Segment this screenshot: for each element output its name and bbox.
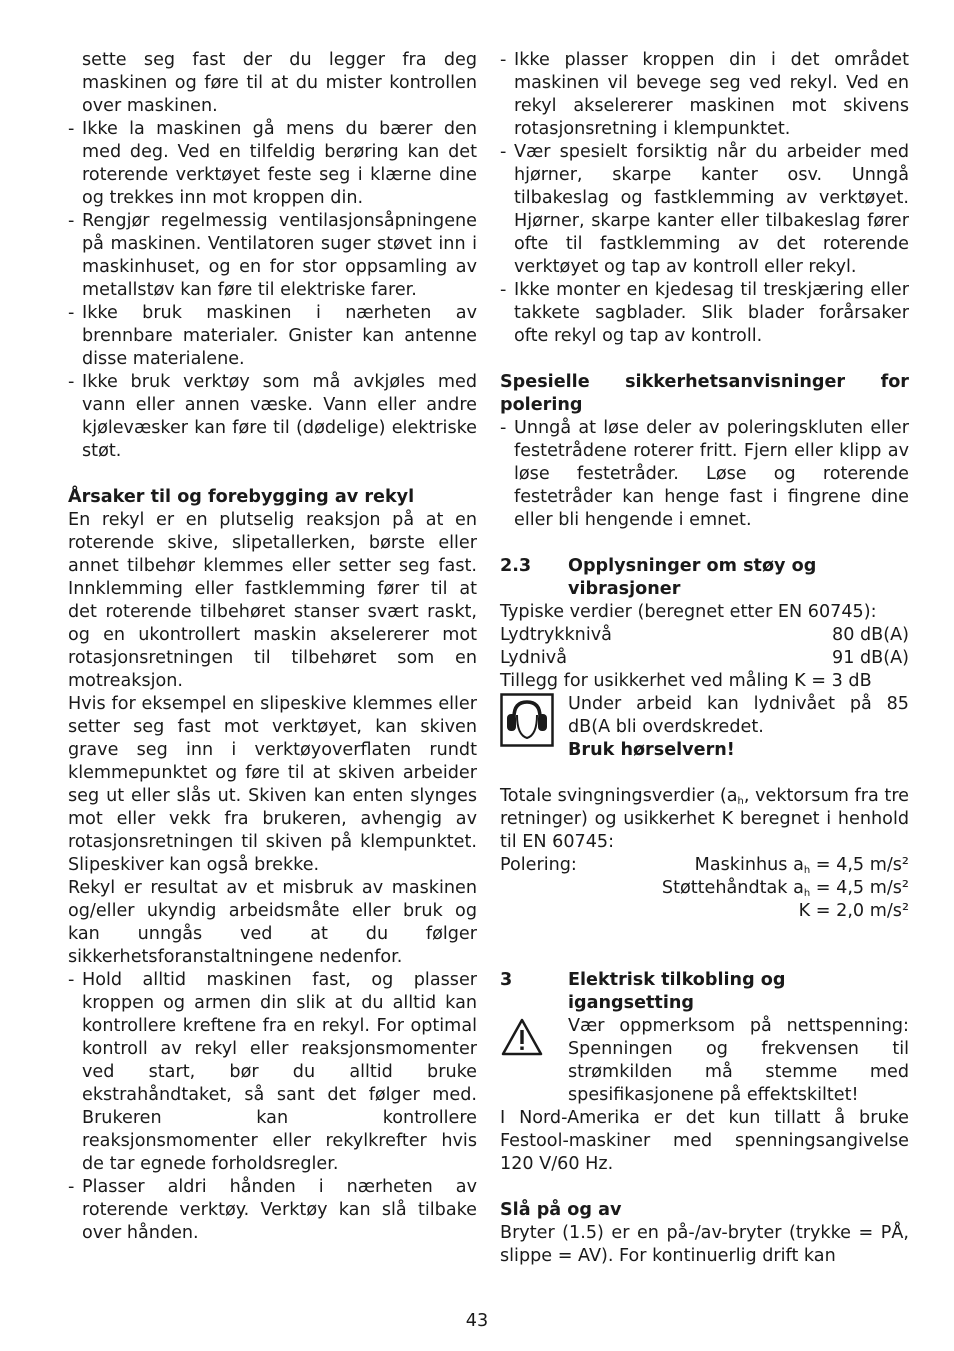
list-item: - Ikke monter en kjedesag til treskjæring eller takkete sagblader. Slik blader forårsaker ofte rekyl og tap av kontroll.	[500, 280, 909, 346]
vibration-row: K = 2,0 m/s²	[798, 901, 909, 921]
list-item: - Hold alltid maskinen fast, og plasser kroppen og armen din slik at du alltid kan kontrollere kreftene fra en rekyl. For optimal kontroll av rekyl eller reaksjonsmomenter ved start, bør du alltid bruke ekstrahåndtaket, så sant det følger med. Brukeren kan kontrollere reaksjonsmomenter eller rekylkrefter hvis de tar egnede forholdsregler.	[68, 970, 477, 1174]
section-heading-electrical: 3 Elektrisk tilkobling og igangsetting	[500, 970, 786, 1013]
north-america-note: I Nord-Amerika er det kun tillatt å bruke Festool-maskiner med spenningsangivelse 120 V/60 Hz.	[500, 1108, 909, 1174]
kickback-paragraph: En rekyl er en plutselig reaksjon på at en roterende skive, slipetallerken, børste eller annet tilbehør klemmes eller setter seg fast. Innklemming eller fastklemming fører til at det roterende tilbehøret stanser svært raskt, og en ukontrollert maskin akselererer mot rotasjonsretningen til tilbehøret som en motreaksjon.	[68, 510, 477, 691]
kickback-paragraph: Rekyl er resultat av et misbruk av maskinen og/eller ukyndig arbeidsmåte eller bruk og kan unngås ved at du følger sikkerhetsforanstaltningene nedenfor.	[68, 878, 477, 967]
section-heading-noise: 2.3 Opplysninger om støy og vibrasjoner	[500, 556, 817, 599]
uncertainty-line: Tillegg for usikkerhet ved måling K = 3 dB	[500, 671, 872, 691]
noise-row: Lydtrykknivå 80 dB(A)	[500, 625, 909, 645]
switch-heading: Slå på og av	[500, 1200, 622, 1220]
vibration-intro: Totale svingningsverdier ($a_h$, vektorsum fra tre retninger) og usikkerhet K beregnet i henhold til EN 60745:	[500, 786, 909, 852]
warning-triangle-icon	[500, 1017, 544, 1057]
polishing-heading: Spesielle sikkerhetsanvisninger for polering	[500, 372, 909, 415]
vibration-row: Støttehåndtak $a_h = 4,5$ m/s²	[661, 878, 909, 899]
list-item: - Rengjør regelmessig ventilasjonsåpningene på maskinen. Ventilatoren suger støvet inn i maskinhuset, og en for stor oppsamling av metallstøv kan føre til elektriske farer.	[68, 211, 477, 300]
page-number: 43	[465, 1311, 489, 1331]
typical-values: Typiske verdier (beregnet etter EN 60745):	[500, 602, 877, 622]
list-item: - Unngå at løse deler av poleringskluten eller festetrådene roterer fritt. Fjern eller klipp av løse festetråder. Løse og roterende festetråder kan henge fast i fingrene dine eller bli hengende i emnet.	[500, 418, 909, 530]
hearing-warning-bold: Bruk hørselvern!	[568, 740, 735, 760]
ear-protection-icon	[500, 693, 554, 747]
list-item: - Ikke la maskinen gå mens du bærer den med deg. Ved en tilfeldig berøring kan det roterende verktøyet feste seg i klærne dine og trekkes inn mot kroppen din.	[68, 119, 477, 208]
list-item: - Vær spesielt forsiktig når du arbeider med hjørner, skarpe kanter osv. Unngå tilbakeslag og fastklemming av verktøyet. Hjørner, skarpe kanter eller tilbakeslag fører ofte til fastklemming av det roterende verktøyet og tap av kontroll eller rekyl.	[500, 142, 909, 277]
noise-row: Lydnivå 91 dB(A)	[500, 648, 909, 668]
kickback-heading: Årsaker til og forebygging av rekyl	[68, 487, 415, 507]
voltage-warning	[500, 1015, 909, 1107]
hearing-protection-notice	[500, 693, 909, 762]
vibration-row: Polering: Maskinhus $a_h = 4,5$ m/s²	[500, 855, 909, 876]
kickback-paragraph: Hvis for eksempel en slipeskive klemmes eller setter seg fast mot verktøyet, kan skiven grave seg inn i verktøyoverflaten rundt klemmepunktet og føre til at skiven arbeider seg ut eller slås ut. Skiven kan enten slynges mot eller vekk fra brukeren, avhengig av rotasjonsretningen til skiven på klempunktet. Slipeskiver kan også brekke.	[68, 694, 477, 875]
list-item: - Ikke bruk verktøy som må avkjøles med vann eller annen væske. Vann eller andre kjølevæsker kan føre til (dødelige) elektriske støt.	[68, 372, 477, 461]
left-column	[68, 49, 477, 1245]
intro-continuation: sette seg fast der du legger fra deg maskinen og føre til at du mister kontrollen over maskinen.	[82, 50, 477, 116]
list-item: - Ikke bruk maskinen i nærheten av brennbare materialer. Gnister kan antenne disse materialene.	[68, 303, 477, 369]
hearing-warning-text: Under arbeid kan lydnivået på 85 dB(A bli overdskredet.	[568, 694, 909, 737]
right-column	[500, 49, 909, 1268]
voltage-warning-text: Vær oppmerksom på nettspenning: Spenningen og frekvensen til strømkilden må stemme med spesifikasjonene på effektskiltet!	[568, 1016, 909, 1105]
switch-text: Bryter (1.5) er en på-/av-bryter (trykke = PÅ, slippe = AV). For kontinuerlig drift kan	[500, 1223, 909, 1266]
list-item: - Ikke plasser kroppen din i det området maskinen vil bevege seg ved rekyl. Ved en rekyl akselererer maskinen mot skivens rotasjonsretning i klempunktet.	[500, 50, 909, 139]
list-item: - Plasser aldri hånden i nærheten av roterende verktøy. Verktøy kan slå tilbake over hånden.	[68, 1177, 477, 1243]
